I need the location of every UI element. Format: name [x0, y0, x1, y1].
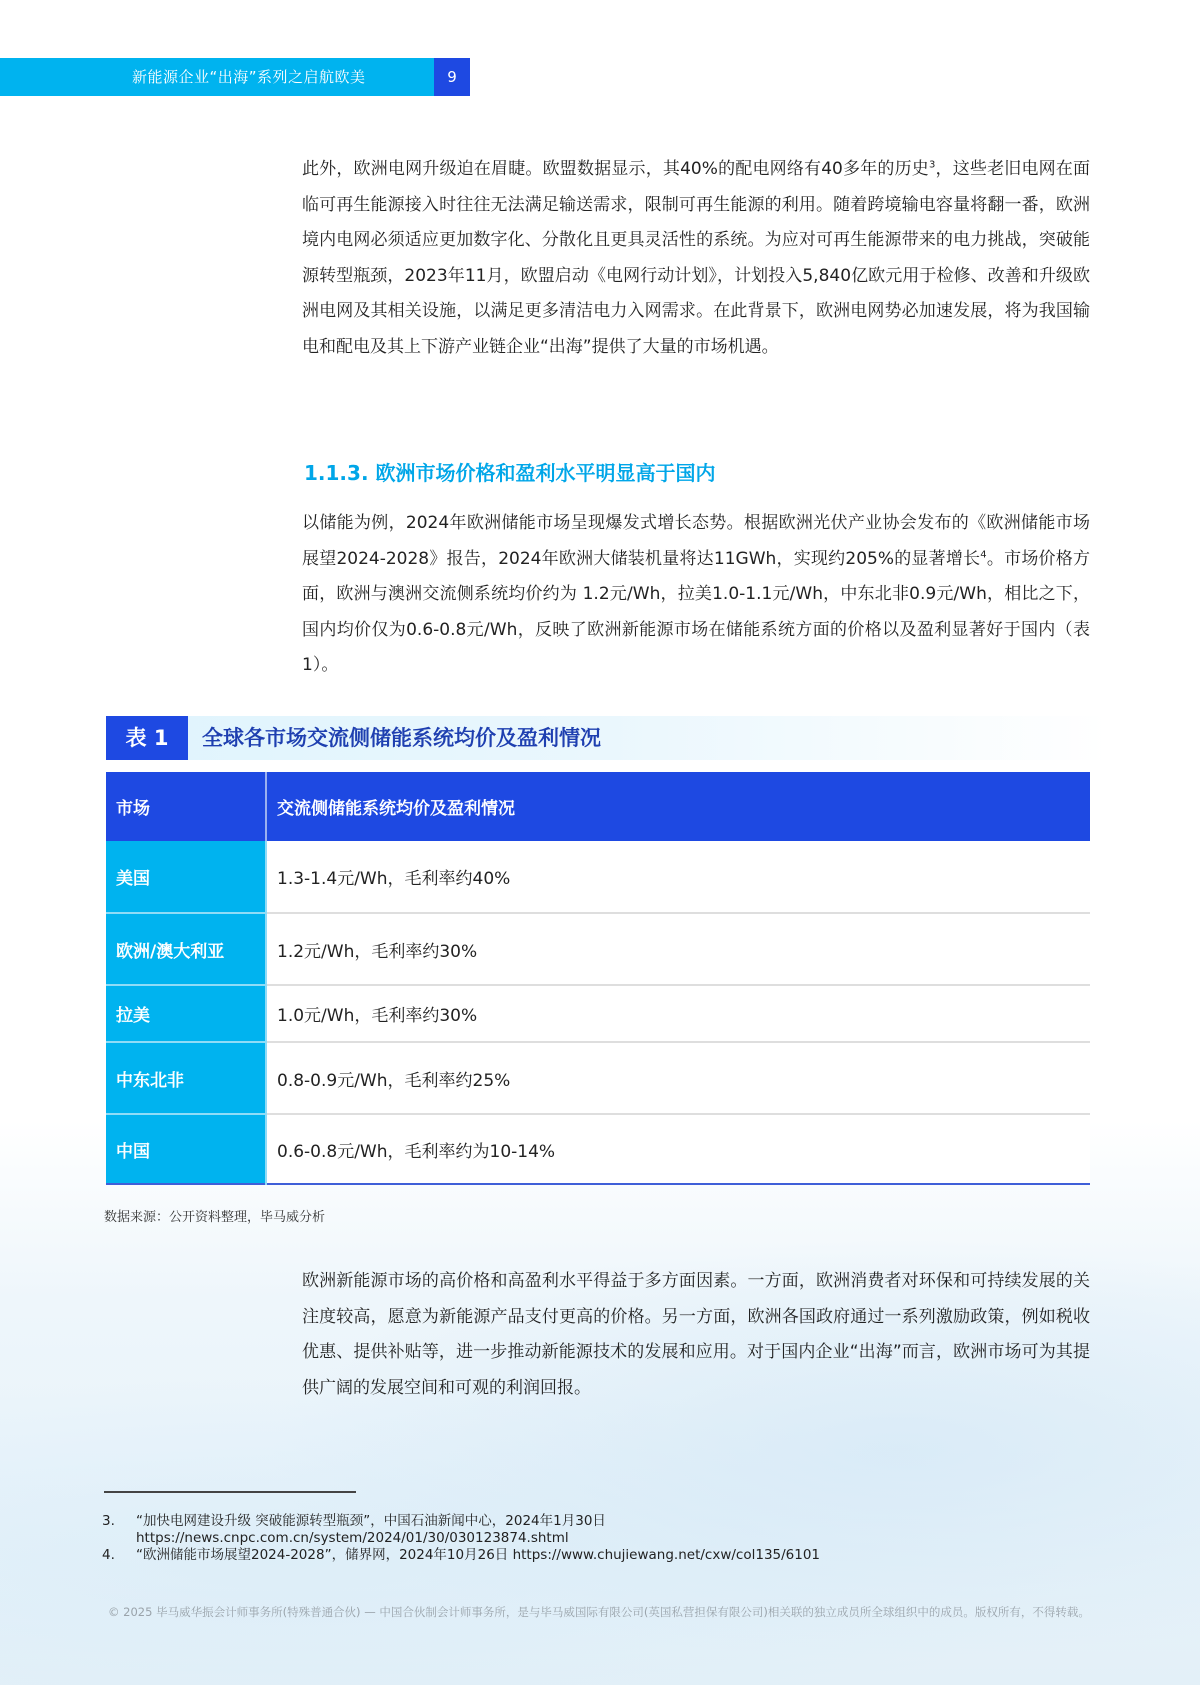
footnote-number: 4.	[102, 1547, 115, 1563]
footnote-body	[136, 1513, 606, 1547]
paragraph-grid-upgrade	[302, 152, 1090, 365]
market-cell: 中国	[106, 1114, 266, 1184]
footnote-citation: “加快电网建设升级 突破能源转型瓶颈”，中国石油新闻中心，2024年1月30日	[136, 1513, 606, 1529]
footnote-link[interactable]: https://news.cnpc.com.cn/system/2024/01/30/030123874.shtml	[136, 1530, 569, 1546]
footnote-4	[102, 1547, 1002, 1564]
market-cell: 美国	[106, 841, 266, 913]
table-row	[106, 1114, 1090, 1184]
paragraph-storage-market	[302, 506, 1090, 684]
price-profit-table	[106, 772, 1090, 1185]
footnote-3	[102, 1513, 1002, 1547]
table-title: 全球各市场交流侧储能系统均价及盈利情况	[202, 726, 601, 750]
table-row	[106, 985, 1090, 1042]
table-number-tag: 表 1	[106, 716, 188, 760]
footnote-divider	[104, 1491, 356, 1493]
paragraph-conclusion: 欧洲新能源市场的高价格和高盈利水平得益于多方面因素。一方面，欧洲消费者对环保和可持续发展的关注度较高，愿意为新能源产品支付更高的价格。另一方面，欧洲各国政府通过一系列激励政策，例如税收优惠、提供补贴等，进一步推动新能源技术的发展和应用。对于国内企业“出海”而言，欧洲市场可为其提供广阔的发展空间和可观的利润回报。	[302, 1271, 1090, 1398]
footnote-citation[interactable]: “欧洲储能市场展望2024-2028”，储界网，2024年10月26日 https://www.chujiewang.net/cxw/col135/6101	[136, 1547, 821, 1563]
copyright-notice: © 2025 毕马威华振会计师事务所(特殊普通合伙) — 中国合伙制会计师事务所，是与毕马威国际有限公司(英国私营担保有限公司)相关联的独立成员所全球组织中的成员。版权所有，不得转载。	[108, 1605, 1090, 1619]
data-source-note: 数据来源：公开资料整理，毕马威分析	[104, 1210, 326, 1225]
header-title: 新能源企业“出海”系列之启航欧美	[132, 68, 366, 86]
value-cell: 1.2元/Wh，毛利率约30%	[266, 913, 1090, 985]
value-cell: 0.8-0.9元/Wh，毛利率约25%	[266, 1042, 1090, 1114]
paragraph-text: ，这些老旧电网在面临可再生能源接入时往往无法满足输送需求，限制可再生能源的利用。随着跨境输电容量将翻一番，欧洲境内电网必须适应更加数字化、分散化且更具灵活性的系统。为应对可再生能源带来的电力挑战，突破能源转型瓶颈，2023年11月，欧盟启动《电网行动计划》，计划投入5,840亿欧元用于检修、改善和升级欧洲电网及其相关设施，以满足更多清洁电力入网需求。在此背景下，欧洲电网势必加速发展，将为我国输电和配电及其上下游产业链企业“出海”提供了大量的市场机遇。	[302, 159, 1091, 357]
column-header-price: 交流侧储能系统均价及盈利情况	[266, 772, 1090, 841]
table-header-row	[106, 772, 1090, 841]
value-cell: 1.3-1.4元/Wh，毛利率约40%	[266, 841, 1090, 913]
footnote-ref-4[interactable]: 4	[980, 548, 987, 560]
paragraph-text: 以储能为例，2024年欧洲储能市场呈现爆发式增长态势。根据欧洲光伏产业协会发布的《欧洲储能市场展望2024-2028》报告，2024年欧洲大储装机量将达11GWh，实现约205%的显著增长	[302, 513, 1090, 569]
page-number: 9	[434, 58, 470, 96]
market-cell: 欧洲/澳大利亚	[106, 913, 266, 985]
paragraph-text: 此外，欧洲电网升级迫在眉睫。欧盟数据显示，其40%的配电网络有40多年的历史	[302, 159, 929, 179]
footnote-ref-3[interactable]: 3	[928, 159, 936, 171]
table-row	[106, 841, 1090, 913]
table-caption	[106, 716, 1108, 760]
value-cell: 0.6-0.8元/Wh，毛利率约为10-14%	[266, 1114, 1090, 1184]
footnote-number: 3.	[102, 1513, 115, 1529]
market-cell: 中东北非	[106, 1042, 266, 1114]
table-row	[106, 1042, 1090, 1114]
section-heading: 1.1.3. 欧洲市场价格和盈利水平明显高于国内	[304, 461, 716, 485]
value-cell: 1.0元/Wh，毛利率约30%	[266, 985, 1090, 1042]
paragraph-text: 。市场价格方面，欧洲与澳洲交流侧系统均价约为 1.2元/Wh，拉美1.0-1.1元/Wh，中东北非0.9元/Wh，相比之下，国内均价仅为0.6-0.8元/Wh，反映了欧洲新能源市场在储能系统方面的价格以及盈利显著好于国内（表 1）。	[302, 548, 1090, 675]
table-row	[106, 913, 1090, 985]
footnotes	[102, 1513, 1002, 1564]
market-cell: 拉美	[106, 985, 266, 1042]
column-header-market: 市场	[106, 772, 266, 841]
